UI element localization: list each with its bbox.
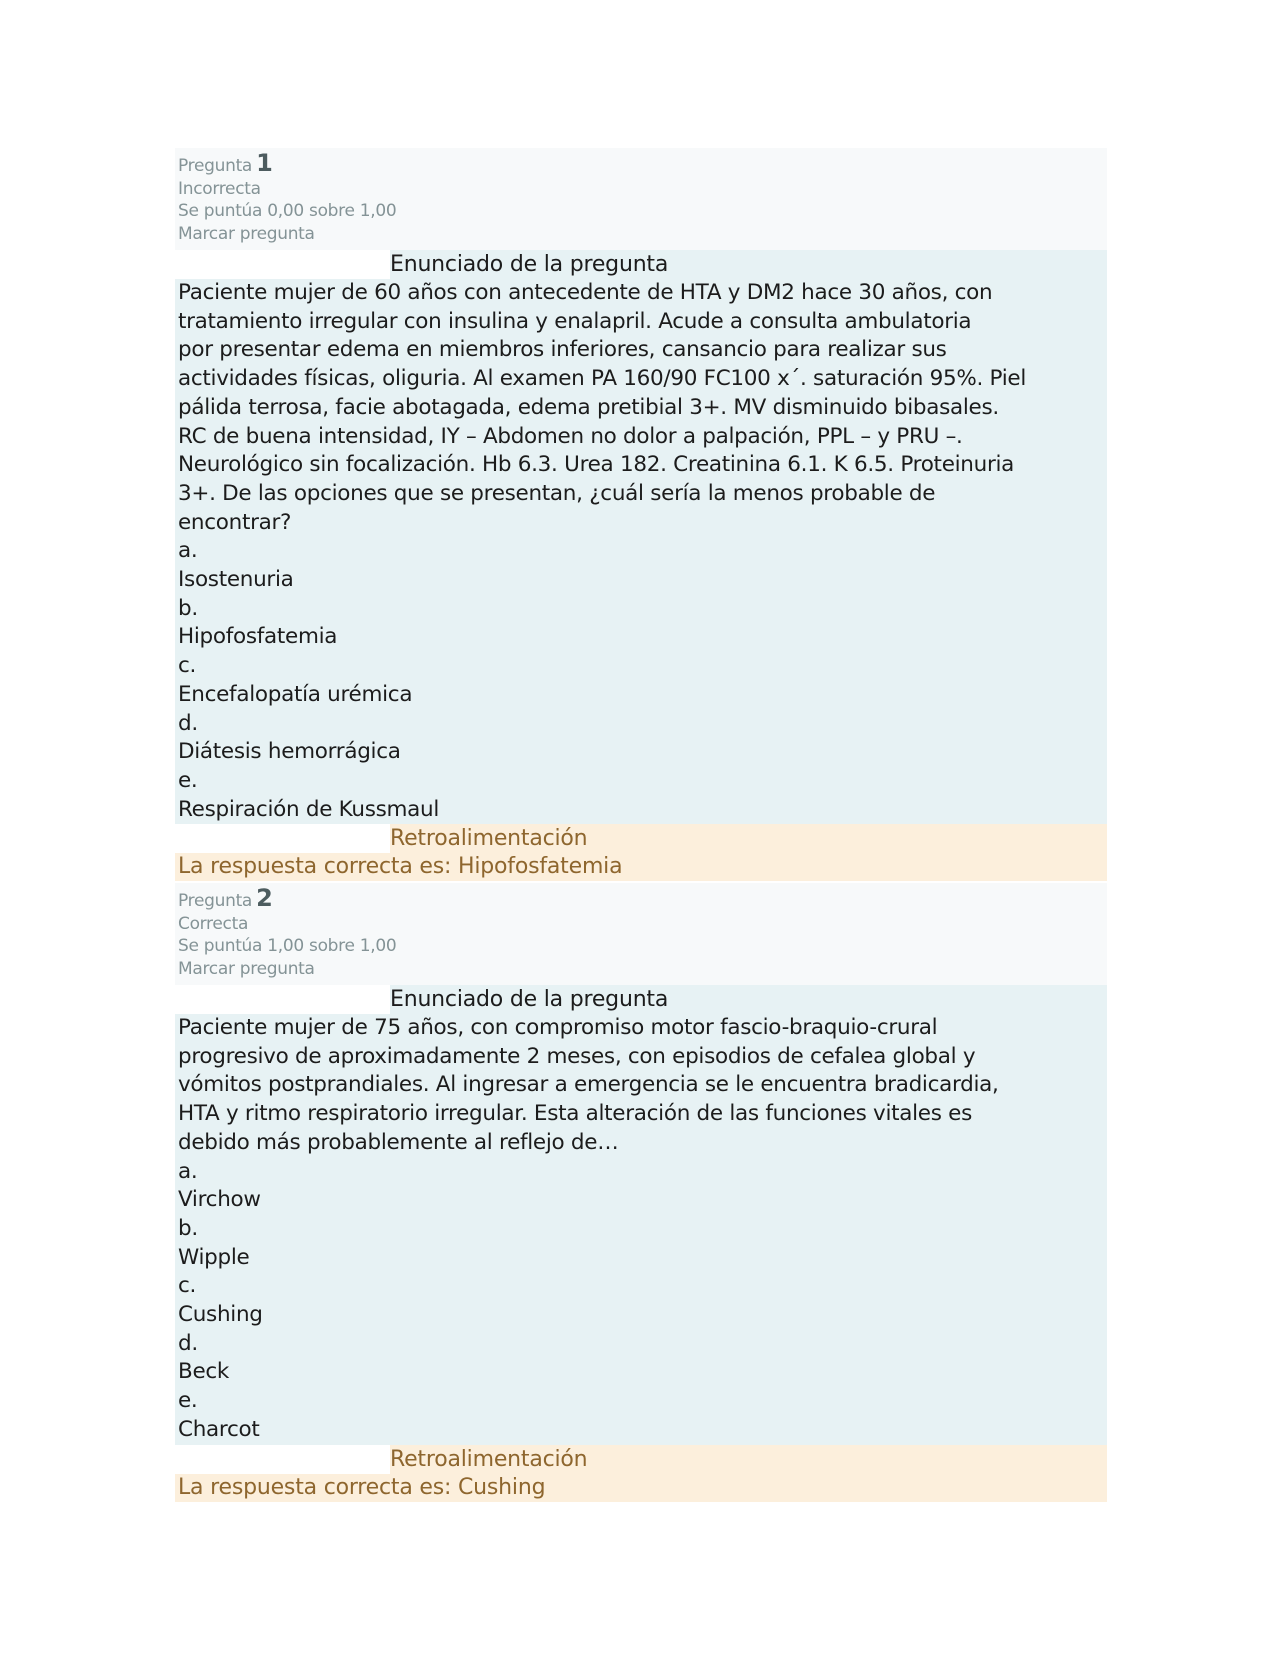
- option-text[interactable]: Beck: [178, 1359, 230, 1385]
- question-info: [175, 883, 1107, 985]
- flag-question-link[interactable]: Marcar pregunta: [178, 223, 315, 244]
- question-score: Se puntúa 1,00 sobre 1,00: [178, 936, 397, 956]
- option-text[interactable]: Isostenuria: [178, 567, 294, 593]
- stem-line: progresivo de aproximadamente 2 meses, con episodios de cefalea global y: [178, 1043, 976, 1069]
- stem-line: pálida terrosa, facie abotagada, edema pretibial 3+. MV disminuido bibasales.: [178, 394, 999, 420]
- option-text[interactable]: Diátesis hemorrágica: [178, 739, 401, 765]
- stem-line: encontrar?: [178, 509, 292, 535]
- correct-answer: La respuesta correcta es: Cushing: [175, 1474, 1107, 1502]
- question-text: [175, 279, 1107, 824]
- feedback-title: Retroalimentación: [390, 824, 1107, 853]
- question-status: Correcta: [178, 913, 249, 934]
- question-2: [175, 883, 1107, 1502]
- option-text[interactable]: Virchow: [178, 1187, 261, 1213]
- stem-line: vómitos postprandiales. Al ingresar a emergencia se le encuentra bradicardia,: [178, 1072, 999, 1098]
- stem-line: debido más probablemente al reflejo de…: [178, 1129, 619, 1155]
- feedback-title: Retroalimentación: [390, 1445, 1107, 1474]
- option-letter[interactable]: c.: [178, 1273, 197, 1299]
- question-number: 2: [256, 884, 273, 912]
- option-text[interactable]: Respiración de Kussmaul: [178, 796, 440, 822]
- option-letter[interactable]: a.: [178, 538, 198, 564]
- stem-line: RC de buena intensidad, IY – Abdomen no dolor a palpación, PPL – y PRU –.: [178, 423, 963, 449]
- option-letter[interactable]: c.: [178, 653, 197, 679]
- stem-line: por presentar edema en miembros inferiores, cansancio para realizar sus: [178, 337, 947, 363]
- question-1: [175, 148, 1107, 881]
- correct-answer: La respuesta correcta es: Hipofosfatemia: [175, 853, 1107, 881]
- option-letter[interactable]: e.: [178, 1388, 198, 1414]
- stem-line: 3+. De las opciones que se presentan, ¿cuál sería la menos probable de: [178, 480, 936, 506]
- stem-title: Enunciado de la pregunta: [390, 985, 1107, 1014]
- question-label: Pregunta: [178, 156, 253, 176]
- option-text[interactable]: Hipofosfatemia: [178, 624, 338, 650]
- option-text[interactable]: Encefalopatía urémica: [178, 681, 413, 707]
- question-text: [175, 1014, 1107, 1445]
- question-score: Se puntúa 0,00 sobre 1,00: [178, 201, 397, 221]
- stem-line: tratamiento irregular con insulina y enalapril. Acude a consulta ambulatoria: [178, 308, 972, 334]
- option-letter[interactable]: a.: [178, 1158, 198, 1184]
- option-letter[interactable]: b.: [178, 1215, 198, 1241]
- stem-line: Neurológico sin focalización. Hb 6.3. Urea 182. Creatinina 6.1. K 6.5. Proteinuria: [178, 452, 1015, 478]
- question-number: 1: [256, 149, 273, 177]
- stem-line: actividades físicas, oliguria. Al examen PA 160/90 FC100 x´. saturación 95%. Piel: [178, 366, 1027, 392]
- flag-question-link[interactable]: Marcar pregunta: [178, 958, 315, 979]
- option-letter[interactable]: b.: [178, 595, 198, 621]
- stem-line: Paciente mujer de 60 años con antecedente de HTA y DM2 hace 30 años, con: [178, 280, 993, 305]
- option-text[interactable]: Charcot: [178, 1416, 260, 1442]
- option-text[interactable]: Wipple: [178, 1244, 250, 1270]
- option-letter[interactable]: d.: [178, 1330, 198, 1356]
- option-letter[interactable]: e.: [178, 767, 198, 793]
- stem-title: Enunciado de la pregunta: [390, 250, 1107, 279]
- stem-line: Paciente mujer de 75 años, con compromiso motor fascio-braquio-crural: [178, 1015, 938, 1040]
- question-info: [175, 148, 1107, 250]
- option-text[interactable]: Cushing: [178, 1302, 263, 1328]
- question-status: Incorrecta: [178, 178, 261, 199]
- option-letter[interactable]: d.: [178, 710, 198, 736]
- question-label: Pregunta: [178, 891, 253, 911]
- stem-line: HTA y ritmo respiratorio irregular. Esta alteración de las funciones vitales es: [178, 1101, 972, 1127]
